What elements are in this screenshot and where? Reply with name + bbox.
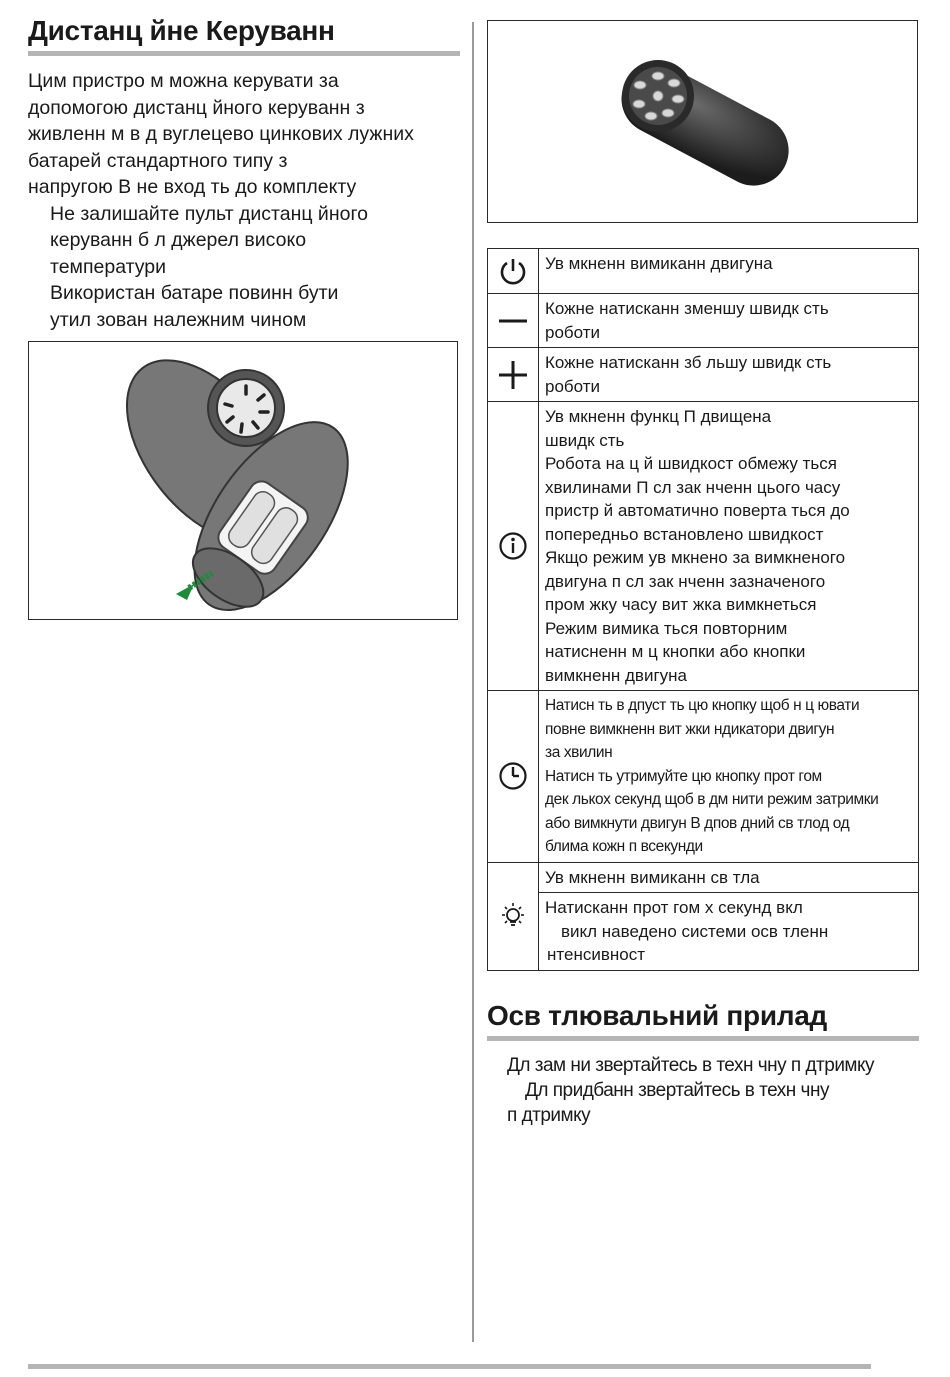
table-row [488, 294, 919, 348]
text-line: Натисн ть в дпуст ть цю кнопку щоб н ц ювати [545, 697, 860, 714]
text-line: вимкненн двигуна [545, 665, 687, 685]
table-row [488, 862, 919, 893]
plus-button-cell [488, 348, 539, 402]
text-line: повне вимкненн вит жки ндикатори двигун [545, 720, 835, 738]
function-description [539, 294, 919, 348]
warning-batteries [28, 280, 460, 333]
intro-line: допомогою дистанц йного керуванн з [28, 96, 365, 119]
intro-paragraph [28, 68, 460, 201]
battery-insertion-figure [28, 341, 458, 620]
text-line: Кожне натисканн зменшу швидк сть [545, 299, 829, 318]
text-line: Натисканн прот гом х секунд вкл [545, 898, 803, 917]
text-line: роботи [545, 322, 601, 342]
text-line: пристр й автоматично поверта ться до [545, 501, 850, 520]
light-button-cell [488, 862, 539, 970]
function-description [539, 249, 919, 294]
text-line: Режим вимика ться повторним [545, 618, 788, 638]
table-row [488, 348, 919, 402]
function-description [539, 862, 919, 893]
power-button-cell [488, 249, 539, 294]
intro-line: Цим пристро м можна керувати за [28, 70, 339, 92]
function-description [539, 402, 919, 691]
battery-insertion-illustration [29, 342, 457, 619]
table-row [488, 691, 919, 863]
text-line: пром жку часу вит жка вимкнеться [545, 595, 817, 614]
minus-icon [498, 306, 528, 336]
text-line: Дл придбанн звертайтесь в техн чну [525, 1079, 829, 1101]
lighting-heading: Осв тлювальний прилад [487, 999, 919, 1041]
button-function-table [487, 248, 919, 971]
text-line: Робота на ц й швидкост обмежу ться [545, 454, 837, 473]
text-line: Якщо режим ув мкнено за вимкненого [545, 548, 846, 567]
text-line: хвилинами П сл зак нченн цього часу [545, 477, 841, 497]
table-row [488, 249, 919, 294]
warning-line: утил зован належним чином [50, 308, 307, 331]
text-line: нтенсивност [547, 945, 645, 964]
text-line: Дл зам ни звертайтесь в техн чну п дтримку [507, 1054, 875, 1076]
text-line: роботи [545, 376, 601, 396]
table-row [488, 402, 919, 691]
right-column [487, 20, 919, 1128]
intro-line: напругою В не вход ть до комплекту [28, 176, 357, 198]
text-line: натисненн м ц кнопки або кнопки [545, 642, 806, 661]
boost-button-cell [488, 402, 539, 691]
power-icon [498, 256, 528, 286]
text-line: Ув мкненн вимиканн двигуна [545, 254, 773, 273]
timer-button-cell [488, 691, 539, 863]
text-line: Ув мкненн функц П двищена [545, 407, 772, 426]
column-divider [472, 22, 474, 1342]
function-description [539, 893, 919, 971]
timer-icon [498, 761, 528, 791]
text-line: або вимкнути двигун В дпов дний св тлод од [545, 814, 850, 832]
intro-line: батарей стандартного типу з [28, 149, 288, 172]
text-line: швидк сть [545, 430, 625, 450]
footer-rule [28, 1364, 871, 1369]
text-line: за хвилин [545, 744, 613, 761]
lighting-paragraph [487, 1053, 919, 1128]
warning-line: температури [50, 255, 167, 278]
remote-control-heading: Дистанц йне Керуванн [28, 14, 460, 56]
text-line: попередньо встановлено швидкост [545, 524, 824, 544]
text-line: Кожне натисканн зб льшу швидк сть [545, 353, 832, 372]
warning-heat [28, 201, 460, 281]
text-line: дек лькох секунд щоб в дм нити режим затримки [545, 791, 879, 808]
text-line: викл наведено системи осв тленн [561, 921, 829, 941]
function-description [539, 691, 919, 863]
light-icon [498, 901, 528, 931]
text-line: Ув мкненн вимиканн св тла [545, 867, 760, 887]
minus-button-cell [488, 294, 539, 348]
intro-line: живленн м в д вуглецево цинкових лужних [28, 123, 414, 145]
remote-control-photo [488, 21, 917, 222]
text-line: п дтримку [507, 1104, 591, 1126]
remote-photo-figure [487, 20, 918, 223]
plus-icon [498, 360, 528, 390]
info-icon [498, 531, 528, 561]
text-line: двигуна п сл зак нченн зазначеного [545, 571, 826, 591]
table-row [488, 893, 919, 971]
left-column [28, 14, 460, 620]
warning-line: Використан батаре повинн бути [50, 282, 339, 304]
warning-line: Не залишайте пульт дистанц йного [50, 202, 368, 225]
text-line: Натисн ть утримуйте цю кнопку прот гом [545, 767, 822, 785]
warning-line: керуванн б л джерел високо [50, 229, 307, 251]
text-line: блима кожн п всекунди [545, 838, 703, 855]
function-description [539, 348, 919, 402]
